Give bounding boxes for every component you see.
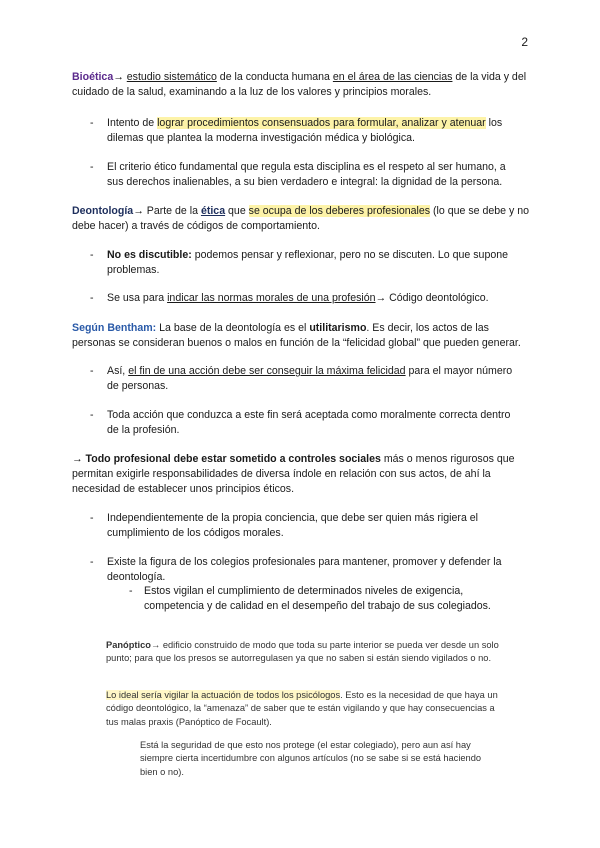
bentham-underline: el fin de una acción debe ser conseguir la máxima felicidad xyxy=(128,365,406,377)
bioetica-underline-1: estudio sistemático xyxy=(126,71,217,83)
deontologia-etica: ética xyxy=(200,205,226,217)
panoptico-highlight: Lo ideal sería vigilar la actuación de todos los psicólogos xyxy=(106,690,341,700)
bioetica-highlight: lograr procedimientos consensuados para formular, analizar y atenuar xyxy=(157,117,486,129)
controles-bullet-2: - Existe la figura de los colegios profesionales para mantener, promover y defender la deontología. xyxy=(107,555,525,585)
bioetica-bullet-1: - Intento de lograr procedimientos consensuados para formular, analizar y atenuar los dilemas que plantea la moderna investigación médica y biológica. xyxy=(107,116,525,146)
controles-paragraph: → Todo profesional debe estar sometido a controles sociales más o menos rigurosos que permitan exigirle responsabilidades de diversa índole en relación con sus actos, de ahí la necesidad de establecer unos principios éticos. xyxy=(72,453,515,495)
deontologia-bullet-1: - No es discutible: podemos pensar y reflexionar, pero no se discuten. Lo que supone problemas. xyxy=(107,248,525,278)
controles-bold: → Todo profesional debe estar sometido a controles sociales xyxy=(72,453,381,465)
panoptico-note: Está la seguridad de que esto nos protege (el estar colegiado), pero aun así hay siempre cierta incertidumbre con algunos artículos (no se sabe si se está haciendo bien o no). xyxy=(140,740,482,777)
utilitarismo: utilitarismo xyxy=(309,322,367,334)
bioetica-term: Bioética xyxy=(72,71,114,83)
panoptico-term: Panóptico xyxy=(106,640,151,650)
deontologia-arrow: → xyxy=(133,205,144,217)
bentham-paragraph: Según Bentham: La base de la deontología es el utilitarismo. Es decir, los actos de las personas se consideran buenos o malos en función de la “felicidad global” que pueden generar. xyxy=(72,322,521,349)
panoptico-arrow: → xyxy=(150,640,161,650)
deontologia-term: Deontología xyxy=(72,205,134,217)
bentham-label: Según Bentham: xyxy=(72,322,157,334)
bentham-bullet-1: - Así, el fin de una acción debe ser conseguir la máxima felicidad para el mayor número de personas. xyxy=(107,364,525,394)
deontologia-highlight: se ocupa de los deberes profesionales xyxy=(248,205,431,217)
controles-bullet-1: - Independientemente de la propia conciencia, que debe ser quien más rigiera el cumplimiento de los códigos morales. xyxy=(107,511,525,541)
bentham-bullet-2: - Toda acción que conduzca a este fin será aceptada como moralmente correcta dentro de la profesión. xyxy=(107,408,525,438)
deontologia-underline: indicar las normas morales de una profesión xyxy=(167,292,376,304)
panoptico-paragraph-2: Lo ideal sería vigilar la actuación de todos los psicólogos. Esto es la necesidad de que haya un código deontológico, la “amenaza” de saber que te están vigilando y que hay consecuencias a tus malas praxis (Panóptico de Focault). xyxy=(106,690,498,727)
bioetica-arrow: → xyxy=(113,71,124,83)
controles-subbullet: - Estos vigilan el cumplimiento de determinados niveles de exigencia, competencia y de calidad en el desempeño del trabajo de sus colegiados. xyxy=(144,584,522,614)
deontologia-definition: Deontología→ Parte de la ética que se ocupa de los deberes profesionales (lo que se debe y no debe hacer) a través de códigos de comportamiento. xyxy=(72,205,530,232)
bioetica-bullet-2: - El criterio ético fundamental que regula esta disciplina es el respeto al ser humano, a sus derechos inalienables, a su bien verdadero e integral: la dignidad de la persona. xyxy=(107,160,525,190)
bioetica-underline-2: en el área de las ciencias xyxy=(332,71,453,83)
page-number: 2 xyxy=(521,35,528,49)
deontologia-bullet-2: - Se usa para indicar las normas morales de una profesión→ Código deontológico. xyxy=(107,291,525,306)
panoptico-paragraph: Panóptico→ edificio construido de modo que toda su parte interior se pueda ver desde un solo punto; para que los presos se autorregulasen ya que no saben si están siendo vigilados o no. xyxy=(106,640,499,664)
bioetica-definition: Bioética→ estudio sistemático de la conducta humana en el área de las ciencias de la vida y del cuidado de la salud, examinando a la luz de los valores y principios morales. xyxy=(72,71,527,98)
deontologia-bold: No es discutible: xyxy=(107,249,192,261)
